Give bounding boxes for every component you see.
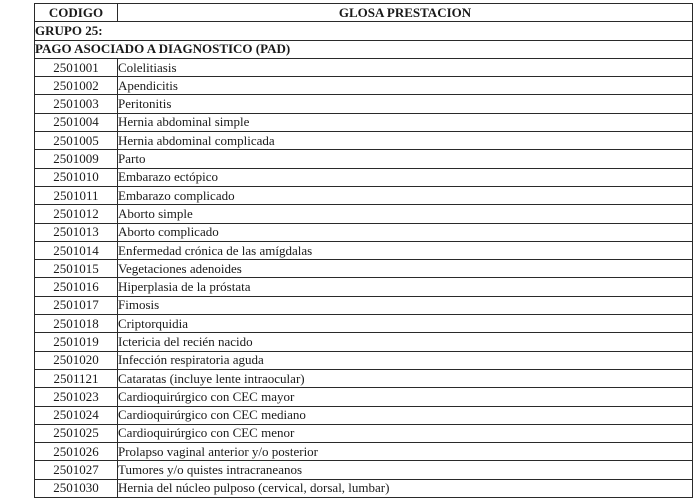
row-description: Enfermedad crónica de las amígdalas (118, 241, 693, 259)
row-description: Embarazo ectópico (118, 168, 693, 186)
group-title: GRUPO 25: (35, 22, 693, 40)
row-code: 2501009 (35, 150, 118, 168)
table-row (35, 369, 693, 387)
row-code: 2501003 (35, 95, 118, 113)
table-row (35, 223, 693, 241)
header-codigo: CODIGO (35, 4, 118, 22)
row-description: Fimosis (118, 296, 693, 314)
section-title: PAGO ASOCIADO A DIAGNOSTICO (PAD) (35, 40, 693, 58)
row-code: 2501011 (35, 186, 118, 204)
row-description: Tumores y/o quistes intracraneanos (118, 461, 693, 479)
table-row (35, 58, 693, 76)
row-description: Hernia del núcleo pulposo (cervical, dorsal, lumbar) (118, 479, 693, 497)
table-header-row (35, 4, 693, 22)
row-code: 2501012 (35, 205, 118, 223)
table-row (35, 333, 693, 351)
table-row (35, 168, 693, 186)
table-row (35, 479, 693, 497)
group-row (35, 22, 693, 40)
row-code: 2501010 (35, 168, 118, 186)
table-row (35, 241, 693, 259)
row-code: 2501017 (35, 296, 118, 314)
table-row (35, 296, 693, 314)
table-row (35, 77, 693, 95)
row-code: 2501002 (35, 77, 118, 95)
row-code: 2501015 (35, 260, 118, 278)
row-description: Hernia abdominal complicada (118, 132, 693, 150)
row-description: Criptorquidia (118, 315, 693, 333)
row-description: Vegetaciones adenoides (118, 260, 693, 278)
table-row (35, 351, 693, 369)
row-code: 2501005 (35, 132, 118, 150)
row-code: 2501023 (35, 388, 118, 406)
row-description: Colelitiasis (118, 58, 693, 76)
table-row (35, 406, 693, 424)
row-description: Parto (118, 150, 693, 168)
row-description: Infección respiratoria aguda (118, 351, 693, 369)
row-description: Cardioquirúrgico con CEC mediano (118, 406, 693, 424)
row-code: 2501030 (35, 479, 118, 497)
table-row (35, 461, 693, 479)
row-code: 2501020 (35, 351, 118, 369)
row-code: 2501121 (35, 369, 118, 387)
row-description: Aborto complicado (118, 223, 693, 241)
header-glosa-prestacion: GLOSA PRESTACION (118, 4, 693, 22)
table-row (35, 424, 693, 442)
row-description: Ictericia del recién nacido (118, 333, 693, 351)
row-description: Prolapso vaginal anterior y/o posterior (118, 443, 693, 461)
row-code: 2501025 (35, 424, 118, 442)
table-row (35, 443, 693, 461)
row-description: Apendicitis (118, 77, 693, 95)
table-row (35, 150, 693, 168)
row-code: 2501014 (35, 241, 118, 259)
table-row (35, 388, 693, 406)
row-code: 2501001 (35, 58, 118, 76)
row-code: 2501027 (35, 461, 118, 479)
table-body (35, 22, 693, 498)
row-description: Cardioquirúrgico con CEC mayor (118, 388, 693, 406)
section-row (35, 40, 693, 58)
row-description: Cataratas (incluye lente intraocular) (118, 369, 693, 387)
row-code: 2501013 (35, 223, 118, 241)
table-row (35, 260, 693, 278)
table-row (35, 205, 693, 223)
table-row (35, 186, 693, 204)
row-code: 2501016 (35, 278, 118, 296)
row-code: 2501004 (35, 113, 118, 131)
table-row (35, 113, 693, 131)
prestaciones-table (34, 3, 693, 498)
table-row (35, 315, 693, 333)
table-row (35, 132, 693, 150)
row-code: 2501018 (35, 315, 118, 333)
document-page (34, 3, 692, 498)
row-code: 2501019 (35, 333, 118, 351)
row-description: Embarazo complicado (118, 186, 693, 204)
table-row (35, 95, 693, 113)
row-description: Aborto simple (118, 205, 693, 223)
row-description: Peritonitis (118, 95, 693, 113)
row-code: 2501026 (35, 443, 118, 461)
table-row (35, 278, 693, 296)
row-description: Hernia abdominal simple (118, 113, 693, 131)
row-description: Cardioquirúrgico con CEC menor (118, 424, 693, 442)
row-description: Hiperplasia de la próstata (118, 278, 693, 296)
row-code: 2501024 (35, 406, 118, 424)
